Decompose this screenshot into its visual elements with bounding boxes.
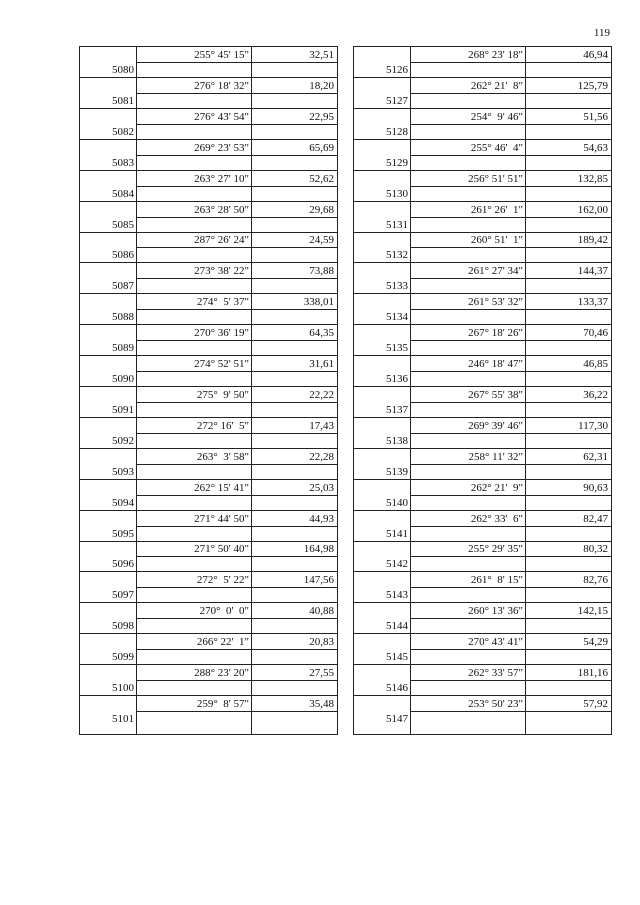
angle-value: 269° 23' 53" (194, 141, 249, 154)
point-id: 5094 (112, 496, 134, 509)
table-row (80, 78, 337, 108)
row-divider (410, 556, 611, 557)
table-row (80, 449, 337, 479)
point-id: 5136 (386, 373, 408, 385)
distance-value: 62,31 (583, 450, 608, 463)
table-row (80, 665, 337, 695)
distance-value: 80,32 (583, 543, 608, 556)
row-divider (410, 649, 611, 650)
table-row (80, 325, 337, 355)
table-row (80, 572, 337, 602)
row-divider (410, 217, 611, 218)
angle-value: 253° 50' 23" (468, 697, 523, 710)
distance-value: 54,29 (583, 636, 608, 649)
distance-value: 181,16 (577, 667, 608, 679)
row-divider (136, 124, 337, 125)
table-row (354, 449, 611, 479)
table-row (80, 109, 337, 139)
row-divider (410, 62, 611, 63)
distance-value: 64,35 (309, 327, 334, 340)
row-divider (410, 309, 611, 310)
angle-value: 262° 21' 8" (470, 79, 523, 92)
distance-value: 24,59 (309, 234, 334, 247)
distance-value: 65,69 (309, 141, 334, 154)
distance-value: 57,92 (583, 697, 608, 710)
row-divider (410, 433, 611, 434)
row-divider (136, 309, 337, 310)
table-row (354, 418, 611, 448)
point-id: 5133 (386, 280, 408, 293)
angle-value: 263° 28' 50" (194, 203, 249, 216)
point-id: 5097 (112, 589, 134, 602)
table-row (354, 232, 611, 262)
angle-value: 268° 23' 18" (468, 49, 523, 61)
table-row (80, 480, 337, 510)
point-id: 5138 (386, 434, 408, 447)
table-row (354, 294, 611, 324)
survey-table-right (353, 46, 612, 735)
angle-value: 271° 44' 50" (194, 512, 249, 525)
angle-value: 287° 26' 24" (194, 234, 249, 247)
point-id: 5127 (386, 94, 408, 107)
table-row (80, 387, 337, 417)
row-divider (136, 340, 337, 341)
angle-value: 261° 8' 15" (470, 574, 523, 587)
angle-value: 270° 43' 41" (468, 636, 523, 649)
angle-value: 275° 9' 50" (196, 388, 249, 401)
point-id: 5130 (386, 187, 408, 200)
angle-value: 261° 26' 1" (470, 203, 523, 216)
angle-value: 246° 18' 47" (468, 358, 523, 370)
distance-value: 22,22 (309, 388, 334, 401)
row-divider (136, 62, 337, 63)
point-id: 5096 (112, 558, 134, 571)
table-row (354, 541, 611, 571)
row-divider (136, 93, 337, 94)
angle-value: 276° 43' 54" (194, 110, 249, 123)
distance-value: 31,61 (309, 358, 334, 370)
table-row (80, 202, 337, 232)
table-row (354, 696, 611, 726)
point-id: 5085 (112, 218, 134, 231)
distance-value: 27,55 (309, 667, 334, 679)
angle-value: 263° 3' 58" (196, 450, 249, 463)
distance-value: 22,28 (309, 450, 334, 463)
table-row (80, 541, 337, 571)
point-id: 5095 (112, 527, 134, 540)
point-id: 5132 (386, 249, 408, 262)
point-id: 5089 (112, 342, 134, 355)
distance-value: 36,22 (583, 388, 608, 401)
row-divider (410, 186, 611, 187)
row-divider (136, 587, 337, 588)
row-divider (410, 587, 611, 588)
table-row (354, 171, 611, 201)
row-divider (136, 402, 337, 403)
distance-value: 51,56 (583, 110, 608, 123)
distance-value: 25,03 (309, 481, 334, 494)
point-id: 5091 (112, 403, 134, 416)
survey-table-left (79, 46, 338, 735)
distance-value: 82,47 (583, 512, 608, 525)
table-row (80, 294, 337, 324)
row-divider (136, 186, 337, 187)
distance-value: 17,43 (309, 419, 334, 432)
angle-value: 270° 36' 19" (194, 327, 249, 340)
table-row (354, 202, 611, 232)
table-row (354, 356, 611, 386)
angle-value: 260° 51' 1" (470, 234, 523, 247)
table-row (354, 511, 611, 541)
point-id: 5090 (112, 373, 134, 385)
row-divider (136, 556, 337, 557)
point-id: 5135 (386, 342, 408, 355)
point-id: 5100 (112, 682, 134, 694)
row-divider (410, 464, 611, 465)
point-id: 5144 (386, 620, 408, 633)
angle-value: 274° 52' 51" (194, 358, 249, 370)
table-row (354, 140, 611, 170)
row-divider (136, 278, 337, 279)
point-id: 5141 (386, 527, 408, 540)
table-row (80, 418, 337, 448)
angle-value: 254° 9' 46" (470, 110, 523, 123)
table-row (354, 325, 611, 355)
table-row (80, 634, 337, 664)
distance-value: 32,51 (309, 49, 334, 61)
distance-value: 18,20 (309, 79, 334, 92)
point-id: 5145 (386, 651, 408, 664)
distance-value: 117,30 (578, 419, 608, 432)
row-divider (410, 340, 611, 341)
row-divider (410, 93, 611, 94)
angle-value: 262° 33' 57" (468, 667, 523, 679)
table-row (354, 263, 611, 293)
table-row (354, 109, 611, 139)
point-id: 5083 (112, 156, 134, 169)
row-divider (136, 155, 337, 156)
distance-value: 133,37 (577, 296, 608, 309)
table-row (80, 171, 337, 201)
distance-value: 22,95 (309, 110, 334, 123)
point-id: 5140 (386, 496, 408, 509)
table-row (80, 603, 337, 633)
row-divider (410, 124, 611, 125)
angle-value: 267° 18' 26" (468, 327, 523, 340)
row-divider (410, 495, 611, 496)
distance-value: 20,83 (309, 636, 334, 649)
angle-value: 255° 46' 4" (470, 141, 523, 154)
row-divider (410, 526, 611, 527)
row-divider (410, 278, 611, 279)
table-row (354, 78, 611, 108)
distance-value: 338,01 (303, 296, 334, 309)
row-divider (136, 464, 337, 465)
table-row (354, 572, 611, 602)
row-divider (136, 217, 337, 218)
angle-value: 255° 29' 35" (468, 543, 523, 556)
angle-value: 276° 18' 32" (194, 79, 249, 92)
row-divider (136, 433, 337, 434)
row-divider (136, 247, 337, 248)
point-id: 5134 (386, 311, 408, 324)
row-divider (410, 247, 611, 248)
angle-value: 267° 55' 38" (468, 388, 523, 401)
angle-value: 259° 8' 57" (196, 697, 249, 710)
table-row (80, 263, 337, 293)
distance-value: 142,15 (577, 605, 608, 618)
row-divider (136, 495, 337, 496)
row-divider (410, 618, 611, 619)
distance-value: 35,48 (309, 697, 334, 710)
distance-value: 164,98 (303, 543, 334, 556)
point-id: 5093 (112, 465, 134, 478)
row-divider (410, 402, 611, 403)
table-row (80, 511, 337, 541)
angle-value: 270° 0' 0" (199, 605, 249, 618)
distance-value: 46,85 (583, 358, 608, 370)
distance-value: 44,93 (309, 512, 334, 525)
distance-value: 144,37 (577, 265, 608, 278)
row-divider (136, 371, 337, 372)
point-id: 5101 (112, 712, 134, 725)
table-row (80, 140, 337, 170)
point-id: 5147 (386, 712, 408, 725)
table-row (354, 387, 611, 417)
distance-value: 90,63 (583, 481, 608, 494)
row-divider (136, 649, 337, 650)
row-divider (136, 618, 337, 619)
table-row (354, 665, 611, 695)
angle-value: 262° 15' 41" (194, 481, 249, 494)
angle-value: 272° 5' 22" (196, 574, 249, 587)
distance-value: 132,85 (577, 172, 608, 185)
distance-value: 46,94 (583, 49, 608, 61)
distance-value: 125,79 (577, 79, 608, 92)
point-id: 5142 (386, 558, 408, 571)
row-divider (136, 680, 337, 681)
distance-value: 82,76 (583, 574, 608, 587)
row-divider (410, 680, 611, 681)
point-id: 5131 (386, 218, 408, 231)
point-id: 5099 (112, 651, 134, 664)
point-id: 5092 (112, 434, 134, 447)
angle-value: 260° 13' 36" (468, 605, 523, 618)
page-number: 119 (593, 27, 610, 39)
distance-value: 29,68 (309, 203, 334, 216)
point-id: 5137 (386, 403, 408, 416)
table-row (354, 603, 611, 633)
angle-value: 263° 27' 10" (194, 172, 249, 185)
angle-value: 255° 45' 15" (194, 49, 249, 61)
angle-value: 272° 16' 5" (196, 419, 249, 432)
angle-value: 288° 23' 20" (194, 667, 249, 679)
angle-value: 262° 33' 6" (470, 512, 523, 525)
angle-value: 269° 39' 46" (468, 419, 523, 432)
table-row (80, 232, 337, 262)
point-id: 5088 (112, 311, 134, 324)
angle-value: 256° 51' 51" (468, 172, 523, 185)
distance-value: 73,88 (309, 265, 334, 278)
angle-value: 262° 21' 9" (470, 481, 523, 494)
table-row (80, 696, 337, 726)
point-id: 5086 (112, 249, 134, 262)
table-row (80, 356, 337, 386)
distance-value: 147,56 (303, 574, 334, 587)
point-id: 5139 (386, 465, 408, 478)
point-id: 5146 (386, 682, 408, 694)
angle-value: 266° 22' 1" (196, 636, 249, 649)
row-divider (410, 711, 611, 712)
distance-value: 162,00 (577, 203, 608, 216)
distance-value: 189,42 (577, 234, 608, 247)
row-divider (136, 711, 337, 712)
row-divider (410, 371, 611, 372)
table-row (354, 480, 611, 510)
point-id: 5080 (112, 64, 134, 76)
angle-value: 258° 11' 32" (468, 450, 523, 463)
point-id: 5129 (386, 156, 408, 169)
point-id: 5082 (112, 125, 134, 138)
distance-value: 52,62 (309, 172, 334, 185)
point-id: 5087 (112, 280, 134, 293)
angle-value: 261° 27' 34" (468, 265, 523, 278)
row-divider (136, 526, 337, 527)
point-id: 5084 (112, 187, 134, 200)
distance-value: 70,46 (583, 327, 608, 340)
distance-value: 40,88 (309, 605, 334, 618)
point-id: 5128 (386, 125, 408, 138)
point-id: 5081 (112, 94, 134, 107)
point-id: 5126 (386, 64, 408, 76)
angle-value: 274° 5' 37" (196, 296, 249, 309)
table-row (354, 47, 611, 77)
point-id: 5098 (112, 620, 134, 633)
table-row (354, 634, 611, 664)
angle-value: 273° 38' 22" (194, 265, 249, 278)
angle-value: 271° 50' 40" (194, 543, 249, 556)
angle-value: 261° 53' 32" (468, 296, 523, 309)
row-divider (410, 155, 611, 156)
table-row (80, 47, 337, 77)
point-id: 5143 (386, 589, 408, 602)
distance-value: 54,63 (583, 141, 608, 154)
